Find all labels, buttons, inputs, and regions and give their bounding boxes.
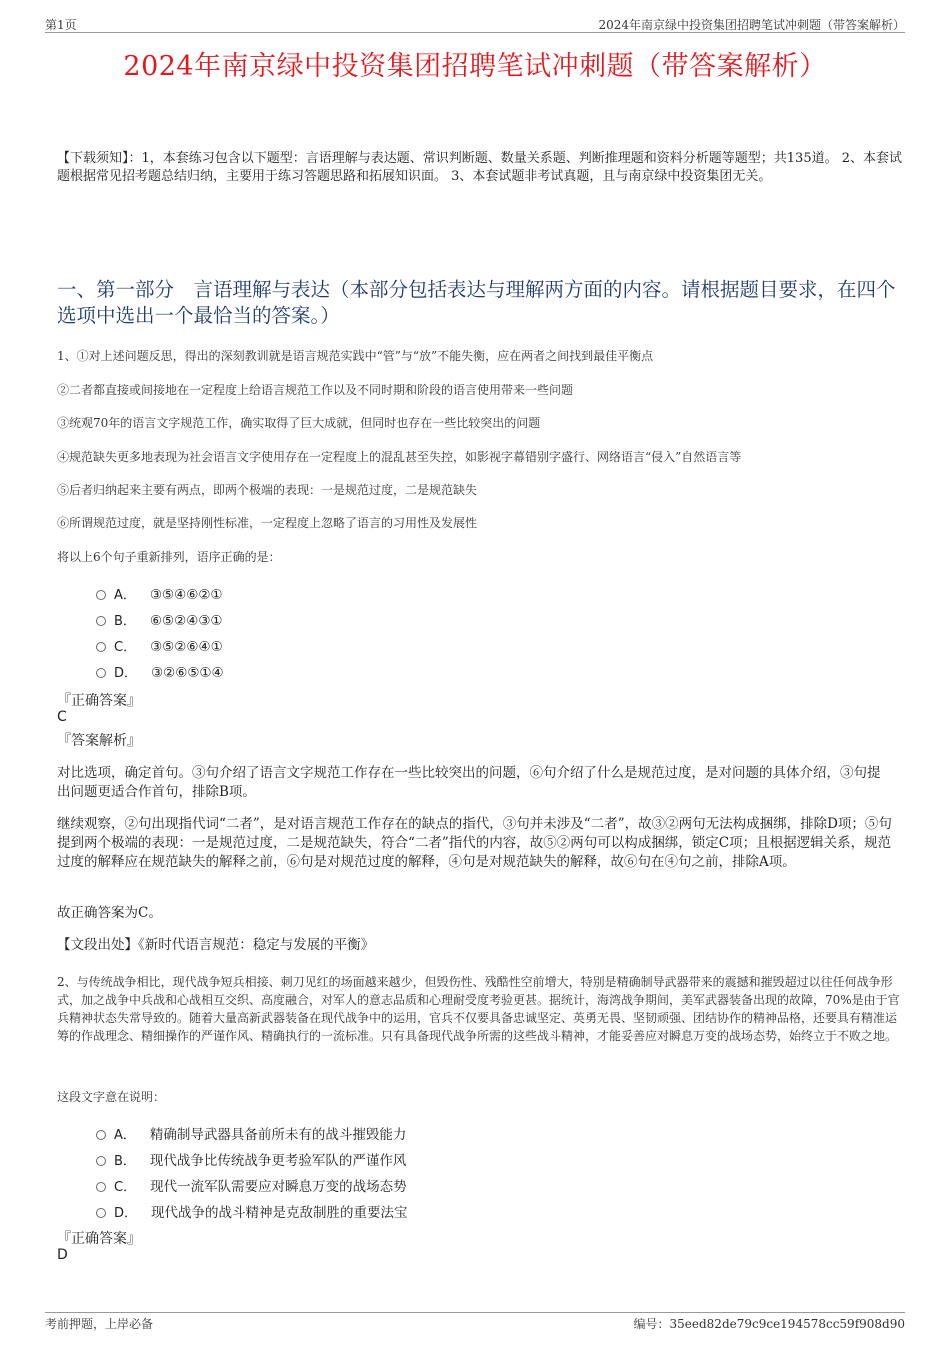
q1-sentence-2: ②二者都直接或间接地在一定程度上给语言规范工作以及不同时期和阶段的语言使用带来一些问题 xyxy=(57,383,574,397)
q1-sentence-1: 1、①对上述问题反思，得出的深刻教训就是语言规范实践中“管”与“放”不能失衡，应在两者之间找到最佳平衡点 xyxy=(57,349,654,363)
section-heading: 一、第一部分 言语理解与表达（本部分包括表达与理解两方面的内容。请根据题目要求，在四个选项中选出一个最恰当的答案。） xyxy=(57,278,896,327)
radio-icon[interactable] xyxy=(96,1156,106,1166)
q2-option-d[interactable]: D． 现代战争的战斗精神是克敌制胜的重要法宝 xyxy=(96,1201,408,1221)
radio-icon[interactable] xyxy=(96,1182,106,1192)
q1-answer-label: 『正确答案』 xyxy=(57,693,141,709)
radio-icon[interactable] xyxy=(96,1130,106,1140)
radio-icon[interactable] xyxy=(96,642,106,652)
q1-analysis-1: 对比选项，确定首句。③句介绍了语言文字规范工作存在一些比较突出的问题，⑥句介绍了什么是规范过度，是对问题的具体介绍，③句提出问题更适合作首句，排除B项。 xyxy=(57,765,881,800)
q2-option-b[interactable]: B． 现代战争比传统战争更考验军队的严谨作风 xyxy=(96,1149,406,1169)
page-header xyxy=(45,14,905,33)
q1-sentence-3: ③统观70年的语言文字规范工作，确实取得了巨大成就，但同时也存在一些比较突出的问题 xyxy=(57,416,541,430)
q2-option-a[interactable]: A． 精确制导武器具备前所未有的战斗摧毁能力 xyxy=(96,1123,406,1143)
q1-prompt: 将以上6个句子重新排列，语序正确的是： xyxy=(57,550,281,564)
footer-slogan: 考前押题，上岸必备 xyxy=(45,1317,154,1331)
q1-option-a[interactable]: A． ③⑤④⑥②① xyxy=(96,584,223,604)
page-footer xyxy=(45,1312,905,1333)
q1-option-b[interactable]: B． ⑥⑤②④③① xyxy=(96,610,223,630)
q2-passage: 2、与传统战争相比，现代战争短兵相接、刺刀见红的场面越来越少，但毁伤性、残酷性空前增大，特别是精确制导武器带来的震撼和摧毁超过以往任何战争形式，加之战争中兵战和心战相互交织、高度融合，对军人的意志品质和心理耐受度考验更甚。据统计，海湾战争期间，美军武器装备出现的故障，70%是由于官兵精神状态失常导致的。随着大量高新武器装备在现代战争中的运用，官兵不仅要具备忠诚坚定、英勇无畏、坚韧顽强、团结协作的精神品格，还要具有精准运筹的作战理念、精细操作的严谨作风、精确执行的一流标准。只有具备现代战争所需的这些战斗精神，才能妥善应对瞬息万变的战场态势，始终立于不败之地。 xyxy=(57,975,900,1043)
q2-answer: D xyxy=(57,1247,68,1263)
q1-sentence-6: ⑥所谓规范过度，就是坚持刚性标准，一定程度上忽略了语言的习用性及发展性 xyxy=(57,516,478,530)
q1-analysis-3: 故正确答案为C。 xyxy=(57,905,162,921)
q1-sentence-4: ④规范缺失更多地表现为社会语言文字使用存在一定程度上的混乱甚至失控，如影视字幕错别字盛行、网络语言“侵入”自然语言等 xyxy=(57,450,742,464)
download-notice: 【下载须知】：1，本套练习包含以下题型：言语理解与表达题、常识判断题、数量关系题、判断推理题和资料分析题等题型；共135道。 2、本套试题根据常见招考题总结归纳，主要用于练习答题思路和拓展知识面。 3、本套试题非考试真题，且与南京绿中投资集团无关。 xyxy=(57,151,902,184)
q1-option-d[interactable]: D． ③②⑥⑤①④ xyxy=(96,662,224,682)
document-title: 2024年南京绿中投资集团招聘笔试冲刺题（带答案解析） xyxy=(123,51,827,82)
radio-icon[interactable] xyxy=(96,668,106,678)
q2-option-c[interactable]: C． 现代一流军队需要应对瞬息万变的战场态势 xyxy=(96,1175,407,1195)
radio-icon[interactable] xyxy=(96,1208,106,1218)
q2-answer-label: 『正确答案』 xyxy=(57,1231,141,1247)
q1-option-c[interactable]: C． ③⑤②⑥④① xyxy=(96,636,223,656)
q1-source: 【文段出处】《新时代语言规范：稳定与发展的平衡》 xyxy=(57,937,375,953)
page-number: 第1页 xyxy=(45,18,77,32)
q1-answer: C xyxy=(57,709,67,725)
radio-icon[interactable] xyxy=(96,616,106,626)
header-doc-title: 2024年南京绿中投资集团招聘笔试冲刺题（带答案解析） xyxy=(598,18,905,32)
footer-doc-id: 编号：35eed82de79c9ce194578cc59f908d90 xyxy=(633,1317,905,1331)
radio-icon[interactable] xyxy=(96,590,106,600)
q1-analysis-label: 『答案解析』 xyxy=(57,733,141,749)
q1-sentence-5: ⑤后者归纳起来主要有两点，即两个极端的表现：一是规范过度，二是规范缺失 xyxy=(57,483,478,497)
q2-prompt: 这段文字意在说明： xyxy=(57,1090,166,1104)
q1-analysis-2: 继续观察，②句出现指代词“二者”，是对语言规范工作存在的缺点的指代，③句并未涉及“二者”，故③②两句无法构成捆绑，排除D项；⑤句提到两个极端的表现：一是规范过度，二是规范缺失，符合“二者”指代的内容，故⑤②两句可以构成捆绑，锁定C项；且根据逻辑关系，规范过度的解释应在规范缺失的解释之前，⑥句是对规范过度的解释，④句是对规范缺失的解释，故⑥句在④句之前，排除A项。 xyxy=(57,816,892,870)
